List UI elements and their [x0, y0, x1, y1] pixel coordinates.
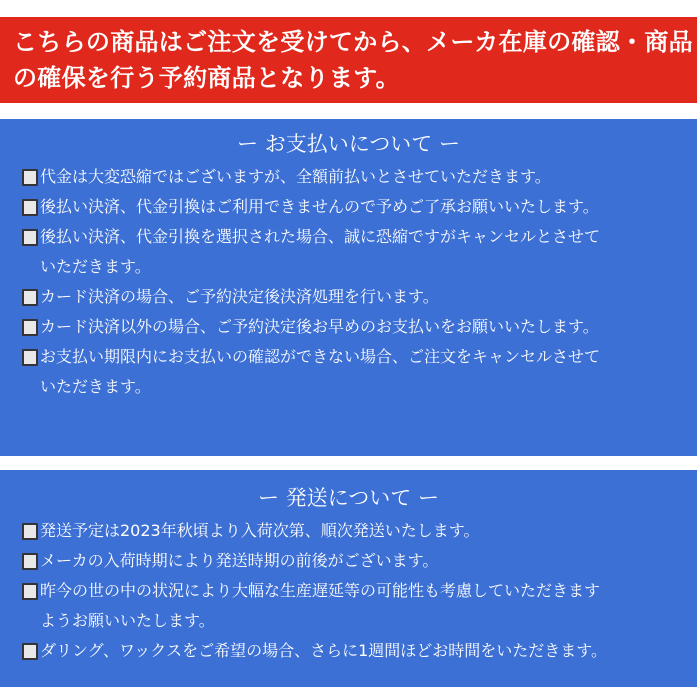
square-box-icon	[22, 319, 38, 336]
payment-item	[0, 162, 697, 192]
payment-item-text: カード決済の場合、ご予約決定後決済処理を行います。	[40, 287, 439, 306]
payment-item-text: 代金は大変恐縮ではございますが、全額前払いとさせていただきます。	[40, 167, 551, 186]
shipping-item-text: メーカの入荷時期により発送時期の前後がございます。	[40, 551, 439, 570]
notice-text-line-1: こちらの商品はご注文を受けてから、メーカ在庫の確認・商品	[13, 28, 693, 56]
square-box-icon	[22, 199, 38, 216]
square-box-icon	[22, 169, 38, 186]
shipping-item	[0, 546, 697, 576]
shipping-item-text: 昨今の世の中の状況により大幅な生産遅延等の可能性も考慮していただきます	[40, 581, 601, 600]
payment-item	[0, 282, 697, 312]
square-box-icon	[22, 643, 38, 660]
shipping-item	[0, 576, 697, 636]
square-box-icon	[22, 553, 38, 570]
preorder-notice-banner	[0, 17, 697, 103]
payment-item	[0, 312, 697, 342]
notice-text-line-2: の確保を行う予約商品となります。	[13, 64, 400, 92]
square-box-icon	[22, 289, 38, 306]
payment-item-text: 後払い決済、代金引換を選択された場合、誠に恐縮ですがキャンセルとさせて	[40, 227, 601, 246]
payment-item-text: カード決済以外の場合、ご予約決定後お早めのお支払いをお願いいたします。	[40, 317, 599, 336]
shipping-item-text-continued: ようお願いいたします。	[40, 611, 215, 630]
shipping-section	[0, 470, 697, 687]
payment-item	[0, 342, 697, 402]
square-box-icon	[22, 523, 38, 540]
payment-item-text: 後払い決済、代金引換はご利用できませんので予めご了承お願いいたします。	[40, 197, 599, 216]
square-box-icon	[22, 229, 38, 246]
payment-item	[0, 222, 697, 282]
payment-item-text-continued: いただきます。	[40, 377, 151, 396]
square-box-icon	[22, 583, 38, 600]
payment-item-text-continued: いただきます。	[40, 257, 151, 276]
payment-section-title: ー お支払いについて ー	[237, 132, 460, 156]
shipping-item-text: ダリング、ワックスをご希望の場合、さらに1週間ほどお時間をいただきます。	[40, 641, 607, 660]
square-box-icon	[22, 349, 38, 366]
shipping-item	[0, 636, 697, 666]
payment-section	[0, 119, 697, 456]
shipping-item	[0, 516, 697, 546]
shipping-section-title: ー 発送について ー	[258, 486, 439, 510]
payment-item	[0, 192, 697, 222]
shipping-item-text: 発送予定は2023年秋頃より入荷次第、順次発送いたします。	[40, 521, 480, 540]
payment-item-text: お支払い期限内にお支払いの確認ができない場合、ご注文をキャンセルさせて	[40, 347, 601, 366]
